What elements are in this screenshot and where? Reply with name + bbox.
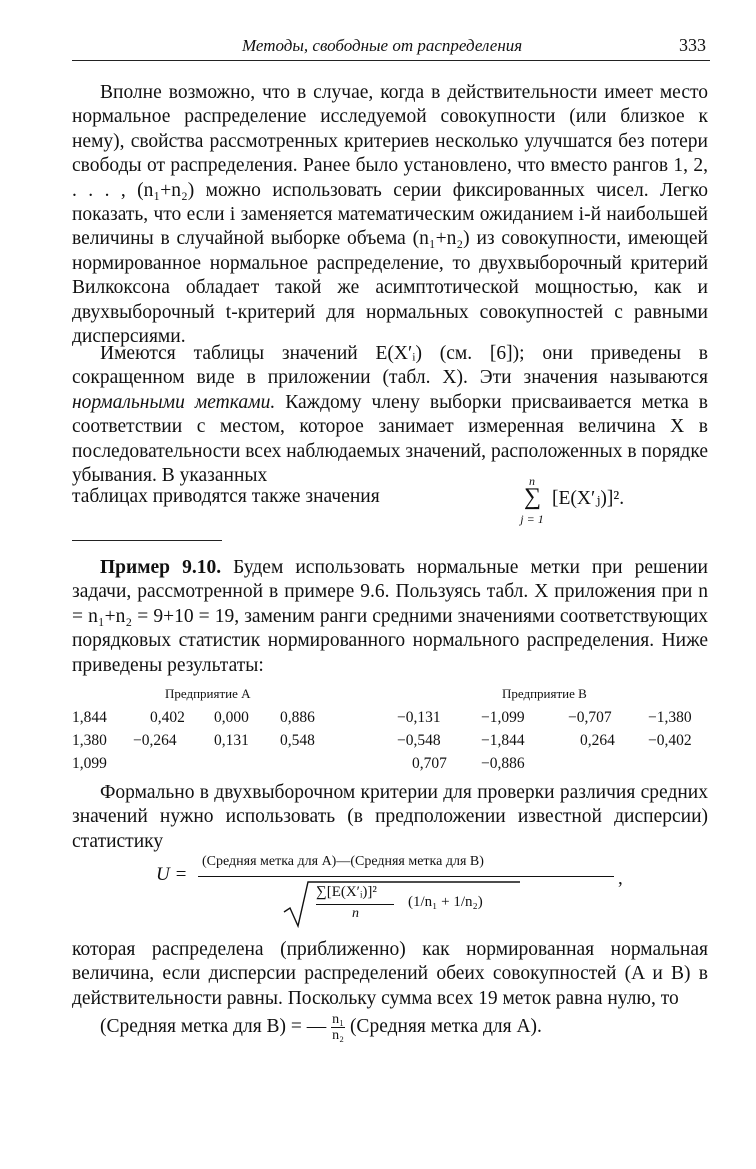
statistic-formula [140,848,660,928]
table-head-b: Предприятие B [502,686,587,701]
denominator-inner-bar [316,904,394,905]
table-cell: −0,264 [133,732,177,749]
paragraph-2-emphasis: нормальными метками. [72,391,276,413]
sum-line-text: таблицах приводятся также значения [72,486,380,507]
table-cell: −0,707 [568,709,612,726]
table-cell: 0,548 [280,732,315,749]
table-cell: −1,380 [648,709,692,726]
table-cell: 1,099 [72,755,107,772]
table-cell: 1,844 [72,709,107,726]
paragraph-3: Формально в двухвыборочном критерии для проверки различия средних значений нужно использовать (в предположении известной дисперсии) статистику [72,782,708,852]
page-header [72,34,710,61]
table-cell: −0,886 [481,755,525,772]
table-cell: −1,844 [481,732,525,749]
sum-line [72,473,708,527]
denominator-sum: ∑[E(X′ᵢ)]² [316,884,377,900]
paragraph-4: которая распределена (приближенно) как нормированная нормальная величина, если дисперсии распределений обеих совокупностей (A и B) в действительности равны. Поскольку сумма всех 19 меток равна нулю, то [72,939,708,1009]
denominator-fraction: (1/n₁ + 1/n₂) [408,894,483,910]
table-cell: 0,402 [150,709,185,726]
table-cell: 0,264 [580,732,615,749]
paragraph-2-text-b: Каждому члену выборки присваивается метка в соответствии с местом, которое занимает измеренная величина X в последовательности всех наблюдаемых значений, расположенных в порядке убывания. В указанных [72,391,708,487]
table-cell: 0,000 [214,709,249,726]
final-left: (Средняя метка для B) = — [100,1015,327,1037]
sum-expression: [E(X′ⱼ)]². [552,488,625,509]
ratio-numerator: n₁ [332,1012,345,1027]
running-title: Методы, свободные от распределения [242,36,523,55]
final-right: (Средняя метка для A). [349,1015,542,1037]
formula-lhs: U = [156,864,188,885]
formula-trail: , [618,868,623,889]
sigma-symbol: ∑ [524,484,542,510]
example-paragraph [72,556,708,678]
sum-lower-limit: j = 1 [520,512,544,526]
ratio-fraction [331,1012,345,1043]
sum-upper-limit: n [529,474,535,488]
fraction-bar [198,876,614,877]
table-cell: −0,548 [397,732,441,749]
table-head-a: Предприятие A [165,686,251,701]
paragraph-2 [72,342,708,488]
formula-numerator: (Средняя метка для A)—(Средняя метка для B) [202,854,484,869]
denominator-n: n [352,906,359,921]
example-label: Пример 9.10. [100,557,222,578]
table-cell: 0,131 [214,732,249,749]
final-equation [100,1012,700,1043]
table-cell: 1,380 [72,732,107,749]
paragraph-2-text-a: Имеются таблицы значений E(X′ᵢ) (см. [6]); они приведены в сокращенном виде в приложении (табл. X). Эти значения называются [72,343,708,389]
page-number: 333 [679,35,706,55]
table-cell: −1,099 [481,709,525,726]
section-divider [72,540,222,541]
paragraph-1: Вполне возможно, что в случае, когда в действительности имеет место нормальное распределение исследуемой совокупности (или близкое к нему), свойства рассмотренных критериев несколько улучшатся без потери свободы от распределения. Ранее было установлено, что вместо рангов 1, 2, . . . , (n₁+n₂) можно использовать серии фиксированных чисел. Легко показать, что если i заменяется математическим ожиданием i-й наибольшей величины в случайной выборке объема (n₁+n₂) из совокупности, имеющей нормированное нормальное распределение, то двухвыборочный критерий Вилкоксона обладает такой же асимптотической мощностью, как и двухвыборочный t-критерий для нормальных совокупностей с равными дисперсиями. [72,82,708,348]
table-cell: −0,402 [648,732,692,749]
example-text: Будем использовать нормальные метки при решении задачи, рассмотренной в примере 9.6. Пользуясь табл. X приложения при n = n₁+n₂ = 9+10 = 19, заменим ранги средними значениями соответствующих порядковых статистик нормированного нормального распределения. Ниже приведены результаты: [72,557,708,676]
table-cell: 0,707 [412,755,447,772]
table-cell: −0,131 [397,709,441,726]
ratio-denominator: n₂ [332,1028,345,1043]
table-cell: 0,886 [280,709,315,726]
